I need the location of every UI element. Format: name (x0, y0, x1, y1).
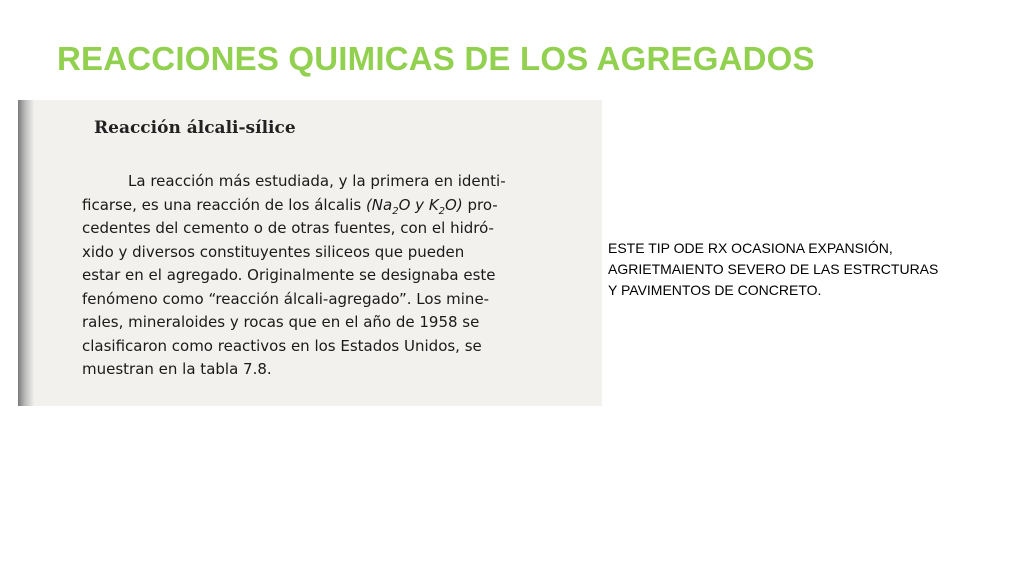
scan-line: estar en el agregado. Originalmente se designaba este (82, 266, 496, 284)
side-note-line: AGRIETMAIENTO SEVERO DE LAS ESTRCTURAS (608, 261, 939, 277)
scan-heading: Reacción álcali-sílice (94, 118, 296, 138)
scan-line: La reacción más estudiada, y la primera en identi- (128, 172, 506, 190)
scanned-text-image (18, 100, 602, 406)
side-note-line: ESTE TIP ODE RX OCASIONA EXPANSIÓN, (608, 240, 893, 256)
scan-line: ficarse, es una reacción de los álcalis (82, 195, 366, 214)
slide-title: REACCIONES QUIMICAS DE LOS AGREGADOS (57, 40, 815, 77)
scan-paragraph (82, 170, 568, 382)
scan-line: fenómeno como “reacción álcali-agregado”. Los mine- (82, 289, 490, 308)
scan-page-edge (18, 100, 34, 406)
side-note (608, 238, 1003, 301)
scan-line: rales, mineraloides y rocas que en el año de 1958 se (82, 313, 480, 331)
side-note-line: Y PAVIMENTOS DE CONCRETO. (608, 282, 822, 298)
scan-line: muestran en la tabla 7.8. (82, 360, 272, 378)
scan-line: cedentes del cemento o de otras fuentes, con el hidró- (82, 219, 494, 237)
alkali-formula: ($Na_2O$ y $K_2O$) (365, 195, 463, 217)
scan-line: xido y diversos constituyentes siliceos que pueden (82, 242, 465, 261)
scan-line: clasificaron como reactivos en los Estados Unidos, se (82, 336, 482, 355)
scan-line-formula: ficarse, es una reacción de los álcalis ($Na_2O$ y $K_2O$) pro- (82, 195, 498, 217)
